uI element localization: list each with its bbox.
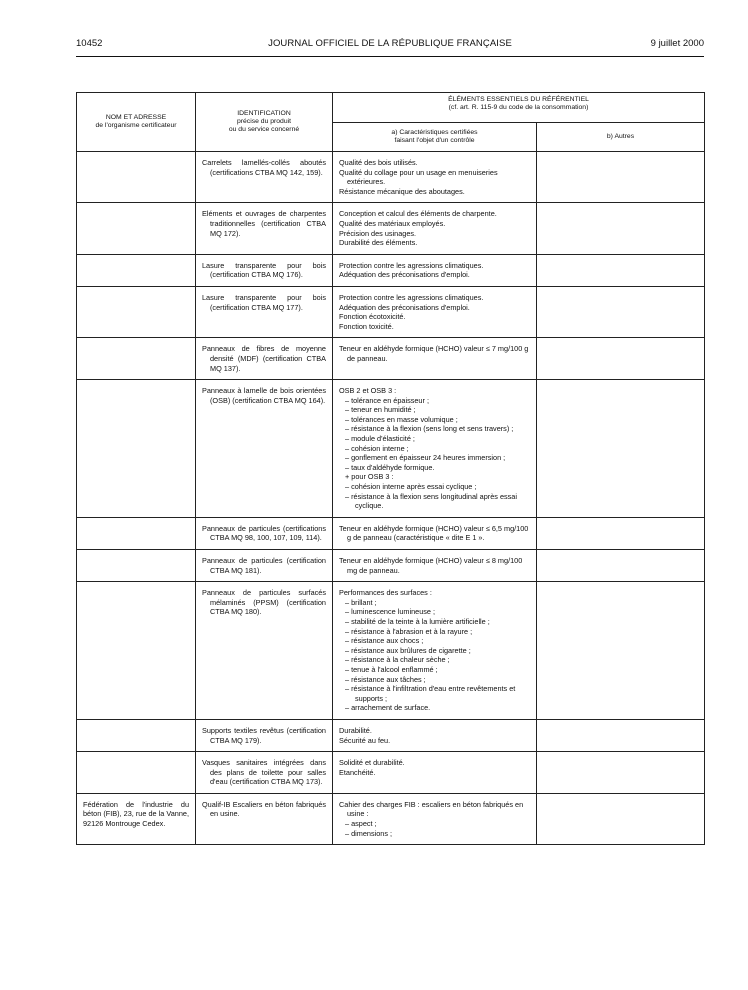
- characteristic-line: Teneur en aldéhyde formique (HCHO) valeur ≤ 7 mg/100 g de panneau.: [339, 344, 529, 363]
- characteristic-line: – cohésion interne après essai cyclique ;: [345, 482, 477, 492]
- organism-cell: [77, 380, 196, 518]
- product-identification: Panneaux de particules surfacés mélaminés (PPSM) (certification CTBA MQ 180).: [202, 588, 326, 617]
- characteristic-line: Résistance mécanique des aboutages.: [339, 186, 465, 196]
- table-row: [77, 517, 705, 549]
- characteristic-line: – tolérances en masse volumique ;: [345, 414, 458, 424]
- other-cell: [537, 517, 705, 549]
- header-certified-line1: a) Caractéristiques certifiées: [391, 129, 478, 136]
- product-identification: Supports textiles revêtus (certification CTBA MQ 179).: [202, 725, 326, 745]
- product-identification: Qualif-IB Escaliers en béton fabriqués en usine.: [202, 799, 326, 819]
- product-cell: [196, 517, 333, 549]
- certification-table: [76, 92, 705, 845]
- table-row: [77, 752, 705, 794]
- other-cell: [537, 719, 705, 751]
- product-cell: [196, 582, 333, 720]
- organism-cell: [77, 203, 196, 254]
- characteristics-cell: [333, 517, 537, 549]
- product-identification: Panneaux de particules (certifications CTBA MQ 98, 100, 107, 109, 114).: [202, 523, 326, 543]
- characteristic-line: – brillant ;: [345, 597, 377, 607]
- header-identification-line2: précise du produit: [236, 118, 292, 125]
- organism-cell: [77, 752, 196, 794]
- characteristic-line: – résistance à la flexion (sens long et sens travers) ;: [345, 424, 514, 434]
- characteristic-line: Teneur en aldéhyde formique (HCHO) valeur ≤ 6,5 mg/100 g de panneau (caractéristique « dite E 1 ».: [339, 523, 529, 543]
- characteristic-line: Qualité des matériaux employés.: [339, 218, 446, 228]
- product-cell: [196, 338, 333, 380]
- characteristic-line: Etanchéité.: [339, 767, 376, 777]
- characteristic-line: – teneur en humidité ;: [345, 405, 416, 415]
- table-body: [77, 152, 705, 845]
- characteristic-line: Protection contre les agressions climatiques.: [339, 260, 484, 270]
- characteristic-line: Solidité et durabilité.: [339, 758, 405, 768]
- header-rule: [76, 56, 704, 57]
- characteristic-line: Sécurité au feu.: [339, 735, 391, 745]
- characteristic-line: – gonflement en épaisseur 24 heures immersion ;: [345, 453, 506, 463]
- header-identification: [196, 93, 333, 152]
- characteristic-line: – aspect ;: [345, 819, 377, 829]
- header-organism: [77, 93, 196, 152]
- table-row: [77, 793, 705, 844]
- journal-title: JOURNAL OFFICIEL DE LA RÉPUBLIQUE FRANÇAISE: [268, 38, 512, 49]
- table-row: [77, 254, 705, 286]
- page-header: [76, 38, 704, 54]
- product-cell: [196, 752, 333, 794]
- product-identification: Lasure transparente pour bois (certification CTBA MQ 177).: [202, 292, 326, 312]
- product-identification: Panneaux de particules (certification CTBA MQ 181).: [202, 556, 326, 575]
- organism-cell: [77, 286, 196, 337]
- characteristics-cell: [333, 338, 537, 380]
- characteristic-line: – arrachement de surface.: [345, 703, 431, 713]
- product-cell: [196, 254, 333, 286]
- characteristic-line: Fonction écotoxicité.: [339, 312, 406, 322]
- characteristic-line: – résistance à la chaleur sèche ;: [345, 655, 450, 665]
- characteristic-line: – tolérance en épaisseur ;: [345, 395, 429, 405]
- other-cell: [537, 203, 705, 254]
- other-cell: [537, 752, 705, 794]
- characteristics-cell: [333, 582, 537, 720]
- header-other: b) Autres: [537, 123, 705, 152]
- characteristic-line: + pour OSB 3 :: [345, 472, 394, 482]
- characteristic-line: – résistance aux tâches ;: [345, 674, 426, 684]
- characteristics-cell: [333, 203, 537, 254]
- product-cell: [196, 152, 333, 203]
- characteristic-line: – luminescence lumineuse ;: [345, 607, 436, 617]
- table-row: [77, 286, 705, 337]
- other-cell: [537, 380, 705, 518]
- header-certified-characteristics: [333, 123, 537, 152]
- header-identification-line1: IDENTIFICATION: [237, 110, 291, 117]
- header-essential-line1: ÉLÉMENTS ESSENTIELS DU RÉFÉRENTIEL: [448, 96, 589, 103]
- characteristic-line: Conception et calcul des éléments de charpente.: [339, 209, 497, 219]
- characteristic-line: – résistance à l'infiltration d'eau entre revêtements et supports ;: [345, 684, 516, 703]
- header-organism-line1: NOM ET ADRESSE: [105, 114, 167, 121]
- table-row: [77, 550, 705, 582]
- product-cell: [196, 203, 333, 254]
- characteristic-line: Performances des surfaces :: [339, 588, 432, 598]
- characteristic-line: Qualité des bois utilisés.: [339, 158, 418, 167]
- product-identification: Panneaux à lamelle de bois orientées (OSB) (certification CTBA MQ 164).: [202, 386, 326, 405]
- other-cell: [537, 152, 705, 203]
- header-identification-line3: ou du service concerné: [228, 126, 300, 133]
- characteristics-cell: [333, 550, 537, 582]
- other-cell: [537, 582, 705, 720]
- product-identification: Panneaux de fibres de moyenne densité (MDF) (certification CTBA MQ 137).: [202, 344, 326, 373]
- page-number: 10452: [76, 38, 103, 49]
- product-identification: Vasques sanitaires intégrées dans des plans de toilette pour salles d'eau (certification CTBA MQ 173).: [202, 758, 326, 787]
- characteristic-line: Adéquation des préconisations d'emploi.: [339, 302, 470, 312]
- characteristic-line: Fonction toxicité.: [339, 321, 394, 331]
- characteristic-line: Cahier des charges FIB : escaliers en béton fabriqués en usine :: [339, 799, 524, 819]
- organism-cell: [77, 550, 196, 582]
- product-identification: Eléments et ouvrages de charpentes traditionnelles (certification CTBA MQ 172).: [202, 209, 326, 238]
- characteristic-line: – dimensions ;: [345, 828, 393, 838]
- other-cell: [537, 793, 705, 844]
- other-cell: [537, 338, 705, 380]
- header-essential-elements: [333, 93, 705, 123]
- characteristic-line: Protection contre les agressions climatiques.: [339, 292, 484, 302]
- characteristic-line: – résistance à la flexion sens longitudinal après essai cyclique.: [345, 491, 517, 511]
- characteristic-line: Qualité du collage pour un usage en menuiseries extérieures.: [339, 167, 498, 187]
- characteristic-line: Durabilité des éléments.: [339, 238, 418, 248]
- other-cell: [537, 550, 705, 582]
- product-cell: [196, 380, 333, 518]
- characteristics-cell: [333, 793, 537, 844]
- table-row: [77, 380, 705, 518]
- other-cell: [537, 286, 705, 337]
- organism-cell: Fédération de l'industrie du béton (FIB), 23, rue de la Vanne, 92126 Montrouge Cedex.: [77, 793, 196, 844]
- product-identification: Lasure transparente pour bois (certification CTBA MQ 176).: [202, 260, 326, 280]
- product-cell: [196, 286, 333, 337]
- header-certified-line2: faisant l'objet d'un contrôle: [394, 137, 475, 144]
- characteristics-cell: [333, 380, 537, 518]
- organism-cell: [77, 719, 196, 751]
- organism-cell: [77, 254, 196, 286]
- table-row: [77, 203, 705, 254]
- characteristic-line: – stabilité de la teinte à la lumière artificielle ;: [345, 616, 490, 626]
- organism-cell: [77, 338, 196, 380]
- header-essential-line2: (cf. art. R. 115-9 du code de la consommation): [448, 104, 589, 111]
- characteristic-line: – résistance à l'abrasion et à la rayure ;: [345, 626, 473, 636]
- table-row: [77, 719, 705, 751]
- product-cell: [196, 793, 333, 844]
- header-organism-line2: de l'organisme certificateur: [95, 122, 177, 129]
- organism-cell: [77, 582, 196, 720]
- characteristic-line: – cohésion interne ;: [345, 443, 409, 453]
- characteristic-line: OSB 2 et OSB 3 :: [339, 386, 397, 396]
- characteristic-line: – module d'élasticité ;: [345, 434, 415, 444]
- publication-date: 9 juillet 2000: [650, 38, 704, 49]
- characteristic-line: Précision des usinages.: [339, 228, 417, 238]
- characteristic-line: – taux d'aldéhyde formique.: [345, 462, 435, 472]
- characteristic-line: – résistance aux chocs ;: [345, 636, 424, 646]
- characteristics-cell: [333, 254, 537, 286]
- organism-cell: [77, 517, 196, 549]
- characteristics-cell: [333, 152, 537, 203]
- product-cell: [196, 550, 333, 582]
- product-identification: Carrelets lamellés-collés aboutés (certifications CTBA MQ 142, 159).: [202, 158, 326, 177]
- characteristic-line: Adéquation des préconisations d'emploi.: [339, 270, 470, 280]
- characteristics-cell: [333, 719, 537, 751]
- characteristic-line: Teneur en aldéhyde formique (HCHO) valeur ≤ 8 mg/100 mg de panneau.: [339, 556, 523, 575]
- characteristic-line: – résistance aux brûlures de cigarette ;: [345, 645, 471, 655]
- other-cell: [537, 254, 705, 286]
- table-row: [77, 338, 705, 380]
- characteristic-line: Durabilité.: [339, 725, 372, 735]
- table-row: [77, 152, 705, 203]
- product-cell: [196, 719, 333, 751]
- characteristics-cell: [333, 286, 537, 337]
- organism-cell: [77, 152, 196, 203]
- table-row: [77, 582, 705, 720]
- characteristic-line: – tenue à l'alcool enflammé ;: [345, 664, 438, 674]
- characteristics-cell: [333, 752, 537, 794]
